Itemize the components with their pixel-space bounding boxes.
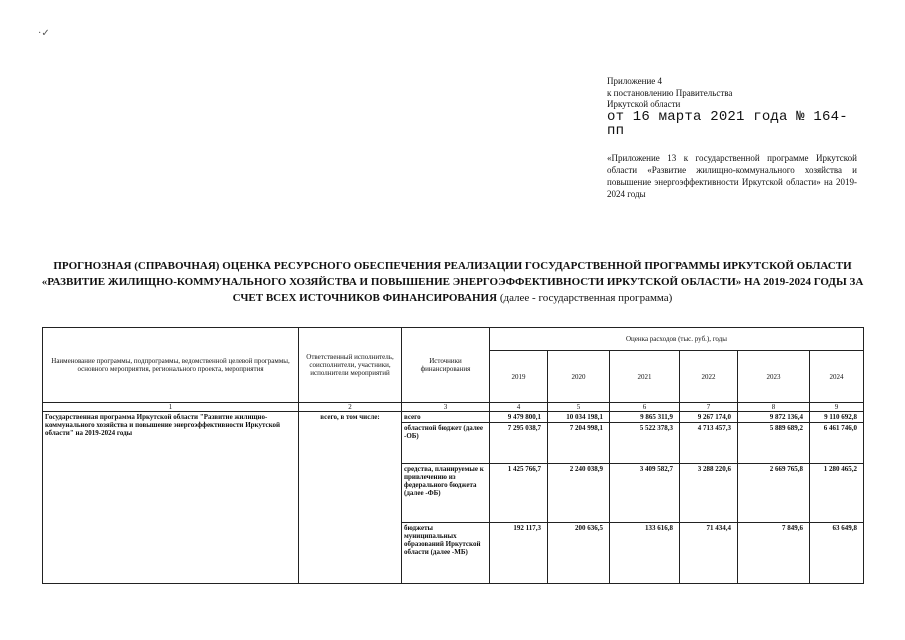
year-2023: 2023 bbox=[738, 351, 810, 403]
value-cell: 71 434,4 bbox=[680, 523, 738, 584]
header-row-1 bbox=[43, 328, 864, 351]
header-responsible: Ответственный исполнитель, соисполнители, участники, исполнители мероприятий bbox=[299, 328, 402, 403]
value-cell: 5 522 378,3 bbox=[610, 423, 680, 464]
value-cell: 9 479 800,1 bbox=[490, 412, 548, 423]
value-cell: 1 280 465,2 bbox=[810, 464, 864, 523]
year-2021: 2021 bbox=[610, 351, 680, 403]
appendix-header bbox=[607, 76, 857, 138]
value-cell: 4 713 457,3 bbox=[680, 423, 738, 464]
year-2020: 2020 bbox=[548, 351, 610, 403]
source-cell: всего bbox=[402, 412, 490, 423]
value-cell: 200 636,5 bbox=[548, 523, 610, 584]
header-estimate: Оценка расходов (тыс. руб.), годы bbox=[490, 328, 864, 351]
source-cell: областной бюджет (далее -ОБ) bbox=[402, 423, 490, 464]
header-source: Источники финансирования bbox=[402, 328, 490, 403]
year-2022: 2022 bbox=[680, 351, 738, 403]
value-cell: 133 616,8 bbox=[610, 523, 680, 584]
resource-table bbox=[42, 327, 864, 584]
value-cell: 1 425 766,7 bbox=[490, 464, 548, 523]
appendix-13-reference: «Приложение 13 к государственной программе Иркутской области «Развитие жилищно-коммунального хозяйства и повышение энергоэффективности Иркутской области» на 2019-2024 годы bbox=[607, 153, 857, 199]
value-cell: 3 288 220,6 bbox=[680, 464, 738, 523]
appendix-line-2: к постановлению Правительства bbox=[607, 87, 733, 98]
col-number: 2 bbox=[299, 403, 402, 412]
value-cell: 9 267 174,0 bbox=[680, 412, 738, 423]
source-cell: бюджеты муниципальных образований Иркутской области (далее -МБ) bbox=[402, 523, 490, 584]
value-cell: 7 204 998,1 bbox=[548, 423, 610, 464]
value-cell: 2 669 765,8 bbox=[738, 464, 810, 523]
year-2024: 2024 bbox=[810, 351, 864, 403]
col-number: 7 bbox=[680, 403, 738, 412]
value-cell: 9 872 136,4 bbox=[738, 412, 810, 423]
table-row bbox=[43, 412, 864, 423]
program-name: Государственная программа Иркутской области "Развитие жилищно-коммунального хозяйства и повышение энергоэффективности Иркутской области" на 2019-2024 годы bbox=[43, 412, 299, 584]
col-number: 1 bbox=[43, 403, 299, 412]
column-number-row bbox=[43, 403, 864, 412]
order-number: от 16 марта 2021 года № 164-пп bbox=[607, 108, 848, 139]
appendix-line-1: Приложение 4 bbox=[607, 76, 663, 86]
document-title bbox=[40, 258, 865, 306]
year-2019: 2019 bbox=[490, 351, 548, 403]
col-number: 3 bbox=[402, 403, 490, 412]
title-normal: (далее - государственная программа) bbox=[499, 292, 673, 304]
responsible-executor: всего, в том числе: bbox=[299, 412, 402, 584]
value-cell: 9 110 692,8 bbox=[810, 412, 864, 423]
col-number: 5 bbox=[548, 403, 610, 412]
col-number: 9 bbox=[810, 403, 864, 412]
header-name: Наименование программы, подпрограммы, ведомственной целевой программы, основного мероприятия, регионального проекта, мероприятия bbox=[43, 328, 299, 403]
value-cell: 9 865 311,9 bbox=[610, 412, 680, 423]
col-number: 6 bbox=[610, 403, 680, 412]
value-cell: 5 889 689,2 bbox=[738, 423, 810, 464]
value-cell: 192 117,3 bbox=[490, 523, 548, 584]
value-cell: 10 034 198,1 bbox=[548, 412, 610, 423]
value-cell: 7 849,6 bbox=[738, 523, 810, 584]
value-cell: 3 409 582,7 bbox=[610, 464, 680, 523]
value-cell: 63 649,8 bbox=[810, 523, 864, 584]
col-number: 4 bbox=[490, 403, 548, 412]
scan-mark: ·✓ bbox=[38, 28, 50, 39]
value-cell: 6 461 746,0 bbox=[810, 423, 864, 464]
appendix-line-3: Иркутской области bbox=[607, 99, 681, 109]
value-cell: 2 240 038,9 bbox=[548, 464, 610, 523]
source-cell: средства, планируемые к привлечению из федерального бюджета (далее -ФБ) bbox=[402, 464, 490, 523]
value-cell: 7 295 038,7 bbox=[490, 423, 548, 464]
title-bold: ПРОГНОЗНАЯ (СПРАВОЧНАЯ) ОЦЕНКА РЕСУРСНОГО ОБЕСПЕЧЕНИЯ РЕАЛИЗАЦИИ ГОСУДАРСТВЕННОЙ ПРОГРАММЫ ИРКУТСКОЙ ОБЛАСТИ «РАЗВИТИЕ ЖИЛИЩНО-КОММУНАЛЬНОГО ХОЗЯЙСТВА И ПОВЫШЕНИЕ ЭНЕРГОЭФФЕКТИВНОСТИ ИРКУТСКОЙ ОБЛАСТИ» НА 2019-2024 ГОДЫ ЗА СЧЕТ ВСЕХ ИСТОЧНИКОВ ФИНАНСИРОВАНИЯ bbox=[41, 260, 864, 304]
col-number: 8 bbox=[738, 403, 810, 412]
